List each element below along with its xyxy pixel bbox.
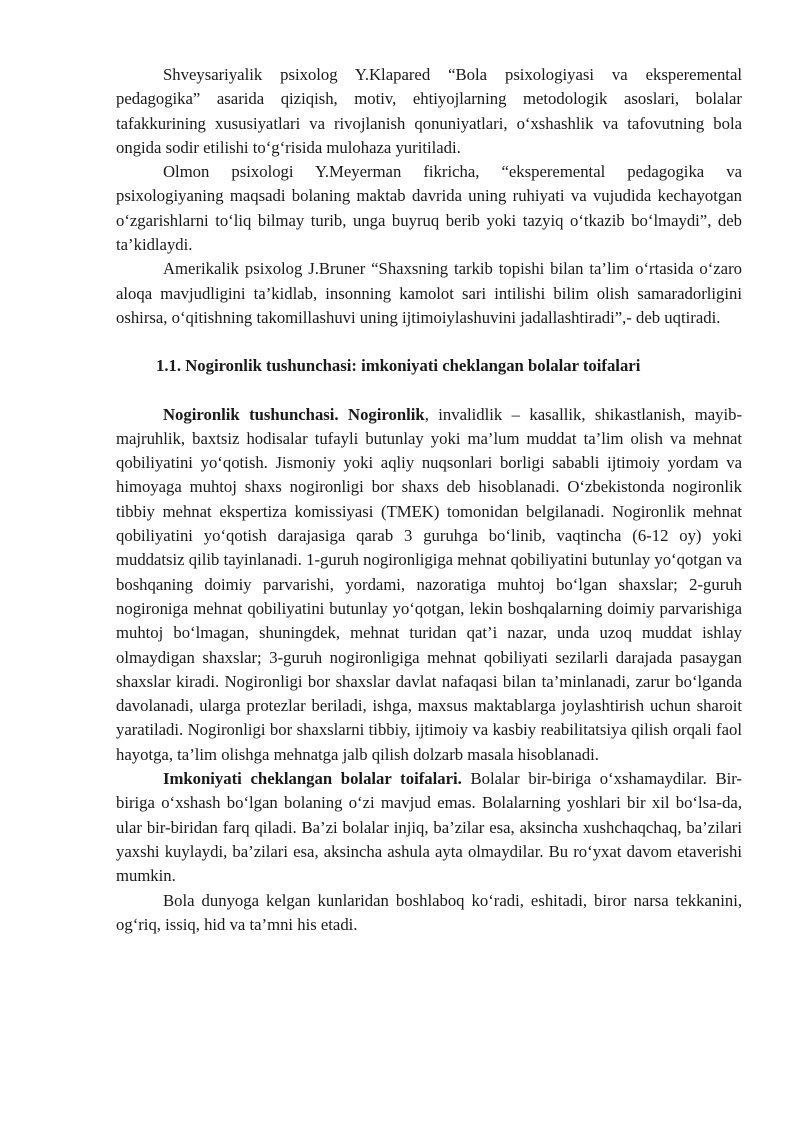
paragraph-bruner: Amerikalik psixolog J.Bruner “Shaxsning tarkib topishi bilan ta’lim o‘rtasida o‘zaro aloqa mavjudligini ta’kidlab, insonning kamolot sari intilishi bilim olish samaradorligini oshirsa, o‘qitishning takomillashuvi uning ijtimoiylashuvini jadallashtiradi”,- deb uqtiradi. xyxy=(116,259,742,327)
paragraph-meyerman: Olmon psixologi Y.Meyerman fikricha, “eksperemental pedagogika va psixologiyaning maqsadi bolaning maktab davrida uning ruhiyati va vujudida kechayotgan o‘zgarishlarni to‘liq bilmay turib, unga buyruq berib yoki tazyiq o‘tkazib bo‘lmaydi”, deb ta’kidlaydi. xyxy=(116,162,742,255)
paragraph-body: Bolalar bir-biriga o‘xshamaydilar. Bir-biriga o‘xshash bo‘lgan bolaning o‘zi mavjud emas. Bolalarning yoshlari bir xil bo‘lsa-da, ular bir-biridan farq qiladi. Ba’zi bolalar injiq, ba’zilar esa, aksincha xushchaqchaq, ba’zilari yaxshi kuylaydi, ba’zilari esa, aksincha ashula ayta olmaydilar. Bu ro‘yxat davom etaverishi mumkin. xyxy=(116,769,742,886)
paragraph-klapared: Shveysariyalik psixolog Y.Klapared “Bola psixologiyasi va eksperemental pedagogika” asarida qiziqish, motiv, ehtiyojlarning metodologik asoslari, bolalar tafakkurining xususiyatlari va rivojlanish qonuniyatlari, o‘xshashlik va tafovutning bola ongida sodir etilishi to‘g‘risida mulohaza yuritiladi. xyxy=(116,65,742,157)
term-bold: Nogironlik xyxy=(348,404,425,424)
paragraph-nogironlik xyxy=(116,403,742,767)
paragraph-bola-dunyoga: Bola dunyoga kelgan kunlaridan boshlaboq ko‘radi, eshitadi, biror narsa tekkanini, og‘riq, issiq, hid va ta’mni his etadi. xyxy=(116,890,742,934)
paragraph-lead-bold: Imkoniyati cheklangan bolalar toifalari. xyxy=(163,769,462,789)
section-heading: 1.1. Nogironlik tushunchasi: imkoniyati cheklangan bolalar toifalari xyxy=(156,356,641,376)
paragraph-toifalar xyxy=(116,767,742,888)
paragraph-body: , invalidlik – kasallik, shikastlanish, mayib-majruhlik, baxtsiz hodisalar tufayli butunlay yoki ma’lum muddat ta’lim olish va mehnat qobiliyatini yo‘qotish. Jismoniy yoki aqliy nuqsonlari borligi sababli ijtimoiy yordam va himoyaga muhtoj shaxs nogironligi bor shaxs deb hisoblanadi. O‘zbekistonda nogironlik tibbiy mehnat ekspertiza komissiyasi (TMEK) tomonidan belgilanadi. Nogironlik mehnat qobiliyatini yo‘qotish darajasiga qarab 3 guruhga bo‘linib, vaqtincha (6-12 oy) yoki muddatsiz qilib tayinlanadi. 1-guruh nogironligiga mehnat qobiliyatini butunlay yo‘qotgan va boshqaning doimiy parvarishi, yordami, nazoratiga muhtoj bo‘lgan shaxslar; 2-guruh nogironiga mehnat qobiliyatini butunlay yo‘qotgan, lekin boshqalarning doimiy parvarishiga muhtoj bo‘lmagan, shuningdek, mehnat turidan qat’i nazar, unda uzoq muddat ishlay olmaydigan shaxslar; 3-guruh nogironligiga mehnat qobiliyati sezilarli darajada pasaygan shaxslar kiradi. Nogironligi bor shaxslar davlat nafaqasi bilan ta’minlanadi, zarur bo‘lganda davolanadi, ularga protezlar beriladi, ishga, maxsus maktablarga joylashtirish uchun sharoit yaratiladi. Nogironligi bor shaxslarni tibbiy, ijtimoiy va kasbiy reabilitatsiya qilish orqali faol hayotga, ta’lim olishga mehnatga jalb qilish dolzarb masala hisoblanadi. xyxy=(116,404,742,764)
paragraph-lead-bold: Nogironlik tushunchasi. xyxy=(163,404,339,424)
document-page xyxy=(116,63,742,937)
